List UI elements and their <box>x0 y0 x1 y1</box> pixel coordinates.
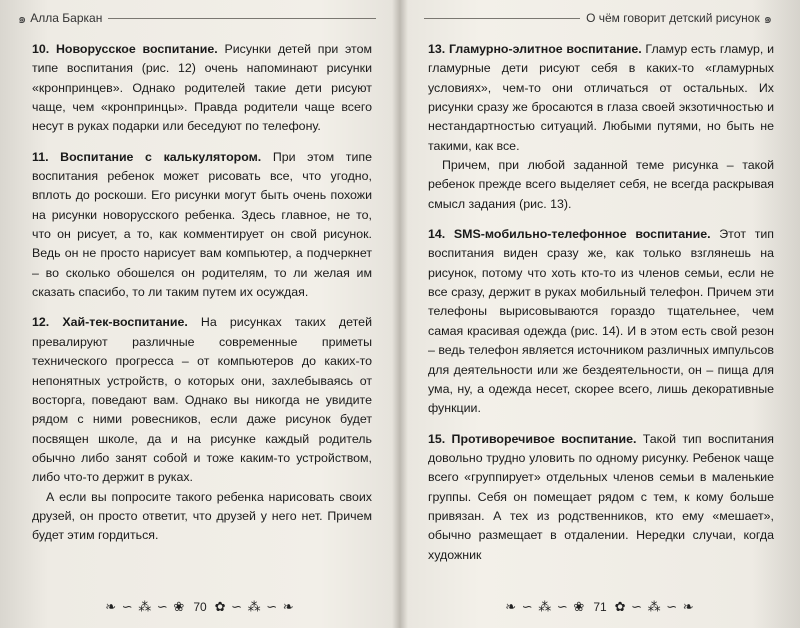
footer-ornament-icon: ✿ ∽ ⁂ ∽ ❧ <box>614 599 695 614</box>
section-11 <box>32 148 372 303</box>
left-header-author: Алла Баркан <box>30 11 103 25</box>
footer-ornament-icon: ✿ ∽ ⁂ ∽ ❧ <box>214 599 295 614</box>
right-header-title: О чём говорит детский рисунок <box>586 11 760 25</box>
closing-paragraph: А если вы попросите такого ребенка нарисовать своих друзей, он просто ответит, что друзей у него нет. Причем будет этим гордиться. <box>32 489 372 543</box>
section-body: Гламур есть гламур, и гламурные дети рисуют себя в каких-то «гламурных условиях», чем-то они отличаться от остальных. Их рисунки сразу же бросаются в глаза своей экзотичностью и нестандартностью ситуаций. Любыми путями, но быть не такими, как все. <box>428 42 774 153</box>
header-ornament-icon: ๑ <box>18 10 27 26</box>
header-rule <box>108 18 376 19</box>
section-body: Такой тип воспитания довольно трудно уловить по одному рисунку. Ребенок чаще всего «группирует» отдельных членов семьи в маленькие группы. Себя он помещает рядом с тем, к кому больше привязан. А тех из родственников, кто ему «мешает», обычно размещает в отдалении. Нередки случаи, когда художник <box>428 431 774 562</box>
section-15 <box>428 430 774 565</box>
right-page <box>400 0 800 628</box>
left-page-number: 70 <box>193 600 207 614</box>
right-page-number: 71 <box>593 600 607 614</box>
section-body: На рисунках таких детей превалируют различные современные приметы технического прогресса – от компьютеров до каких-то непонятных устройств, о которых они, захлебываясь от восторга, поведают вам. Однако вы никогда не увидите рядом с ними ровесников, если даже рисунок будет посвящен школе, да и на рисунке каждый родитель обычно либо занят собой и тоже каким-то устройством, либо что-то держит в руках. <box>32 315 372 485</box>
section-body: Этот тип воспитания виден сразу же, как только взглянешь на рисунок, потому что хоть кто-то из членов семьи, если не все сразу, держит в руках мобильный телефон. Причем эти телефоны вырисовываются гораздо тщательнее, чем самая красивая одежда (рис. 14). И в этом есть свой резон – ведь телефон является источником различных импульсов для деятельности или же бездеятельности, он – пища для ума, ну, а одежда несет, скорее всего, лишь декоративные функции. <box>428 227 774 416</box>
section-body: Причем, при любой заданной теме рисунка – такой ребенок прежде всего выделяет себя, не всегда раскрывая смысл задания (рис. 13). <box>428 158 774 211</box>
footer-ornament-icon: ❧ ∽ ⁂ ∽ ❀ <box>105 599 186 614</box>
section-13 <box>428 40 774 156</box>
section-title: 13. Гламурно-элитное воспитание. <box>428 42 642 56</box>
right-body-text <box>428 40 774 576</box>
left-running-head <box>18 8 382 28</box>
footer-ornament-icon: ❧ ∽ ⁂ ∽ ❀ <box>505 599 586 614</box>
section-body: При этом типе воспитания ребенок может рисовать все, что угодно, вплоть до роскоши. Его рисунки могут быть очень похожи на рисунки новорусского ребенка. Здесь главное, не то, что он рисует, а то, как комментирует он свой рисунок. Ведь он не просто нарисует вам компьютер, а подчеркнет – во сколько обошелся он родителям, то ли желая им сказать спасибо, то ли таким путем их осуждая. <box>32 149 372 300</box>
right-footer <box>470 596 730 618</box>
left-footer <box>60 596 340 618</box>
header-rule <box>424 18 580 19</box>
section-14 <box>428 225 774 418</box>
section-body: Рисунки детей при этом типе воспитания (рис. 12) очень напоминают рисунки «кронпринцев». Однако родителей такие дети рисуют чаще, чем «кронпринцы». Правда родители чаще всего несут в руках подарки или беседуют по телефону. <box>32 42 372 134</box>
header-ornament-icon: ๑ <box>763 10 772 26</box>
section-title: 10. Новорусское воспитание. <box>32 42 218 56</box>
section-title: 14. SMS-мобильно-телефонное воспитание. <box>428 227 711 242</box>
section-title: 15. Противоречивое воспитание. <box>428 431 637 446</box>
section-title: 11. Воспитание с калькулятором. <box>32 149 262 164</box>
section-13-continued <box>428 156 774 214</box>
section-title: 12. Хай-тек-воспитание. <box>32 315 188 330</box>
left-body-text <box>32 40 372 557</box>
section-12 <box>32 313 372 487</box>
section-10 <box>32 40 372 137</box>
right-running-head <box>418 8 772 28</box>
